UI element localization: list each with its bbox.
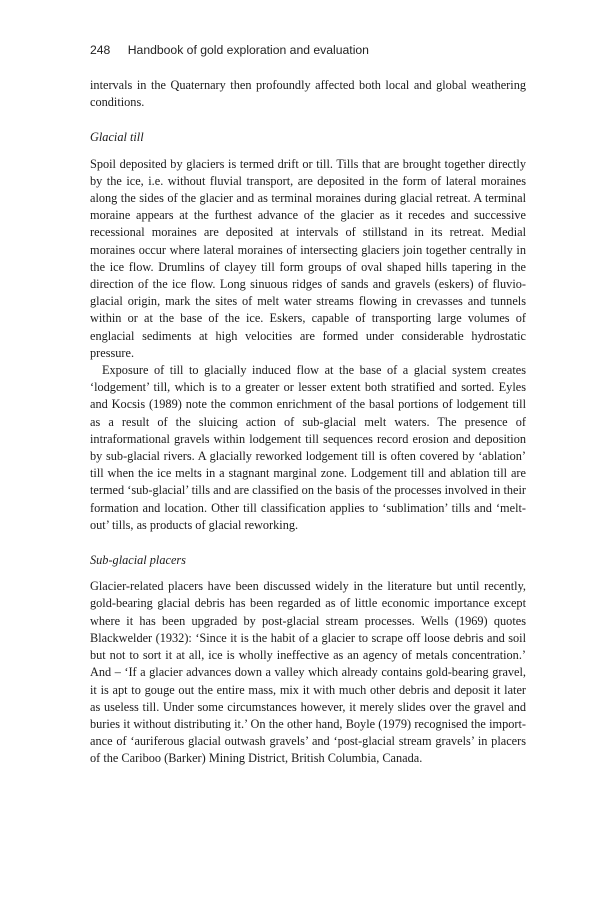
section-heading-sub-glacial-placers: Sub-glacial placers bbox=[90, 553, 186, 568]
sub-glacial-placers-paragraph-1: Glacier-related placers have been discussed widely in the literature but until recently, gold-bearing glacial debris has been regarded as of little economic importance except where it has been upgraded by post-glacial stream processes. Wells (1969) quotes Blackwelder (1932): ‘Since it is the habit of a glacier to scrape off loose debris and soil but not to sort it at all, ice is wholly ineffective as an agency of metals concentration.’ And – ‘If a glacier advances down a valley which already contains gold-bearing gravel, it is apt to gouge out the entire mass, mix it with much other debris and deposit it later as useless till. Under some circumstances however, it merely slides over the gravel and buries it without distributing it.’ On the other hand, Boyle (1979) recognised the importance of ‘auriferous glacial outwash gravels’ and ‘post-glacial stream gravels’ in placers of the Cariboo (Barker) Mining District, British Columbia, Canada. bbox=[90, 579, 526, 766]
glacial-till-paragraph-1: Spoil deposited by glaciers is termed drift or till. Tills that are brought together directly by the ice, i.e. without fluvial transport, are deposited in the form of lateral moraines along the sides of the glacier and as terminal moraines during glacial retreat. A terminal moraine appears at the furthest advance of the glacier as it recedes and successive recessional moraines are deposited at intervals of stillstand in its retreat. Medial moraines occur where lateral moraines of intersecting glaciers join together centrally in the ice flow. Drumlins of clayey till form groups of oval shaped hills tapering in the direction of the ice flow. Long sinuous ridges of sands and gravels (eskers) of fluvio-glacial origin, mark the sites of melt water streams flowing in crevasses and tunnels within or at the base of the ice. Eskers, capable of transporting large volumes of englacial sediments at high velocities are formed under considerable hydrostatic pressure. bbox=[90, 156, 526, 360]
book-title: Handbook of gold exploration and evaluation bbox=[127, 43, 369, 57]
section-heading-glacial-till: Glacial till bbox=[90, 130, 144, 145]
glacial-till-paragraph-2: Exposure of till to glacially induced flow at the base of a glacial system creates ‘lodgement’ till, which is to a greater or lesser extent both stratified and sorted. Eyles and Kocsis (1989) note the common enrichment of the basal portions of lodgement till as a result of the sluicing action of sub-glacial melt waters. The presence of intraformational gravels within lodgement till sequences record erosion and deposition by sub-glacial rivers. A glacially reworked lodgement till is often covered by ‘ablation’ till when the ice melts in a stagnant marginal zone. Lodgement till and ablation till are termed ‘sub-glacial’ tills and are classified on the basis of the processes involved in their formation and location. Other till classification applies to ‘sublimation’ tills and ‘melt-out’ tills, as products of glacial reworking. bbox=[90, 363, 526, 532]
body-text bbox=[90, 77, 526, 768]
intro-paragraph: intervals in the Quaternary then profoundly affected both local and global weathering conditions. bbox=[90, 78, 526, 110]
running-header bbox=[90, 43, 369, 57]
page-number: 248 bbox=[90, 43, 111, 57]
